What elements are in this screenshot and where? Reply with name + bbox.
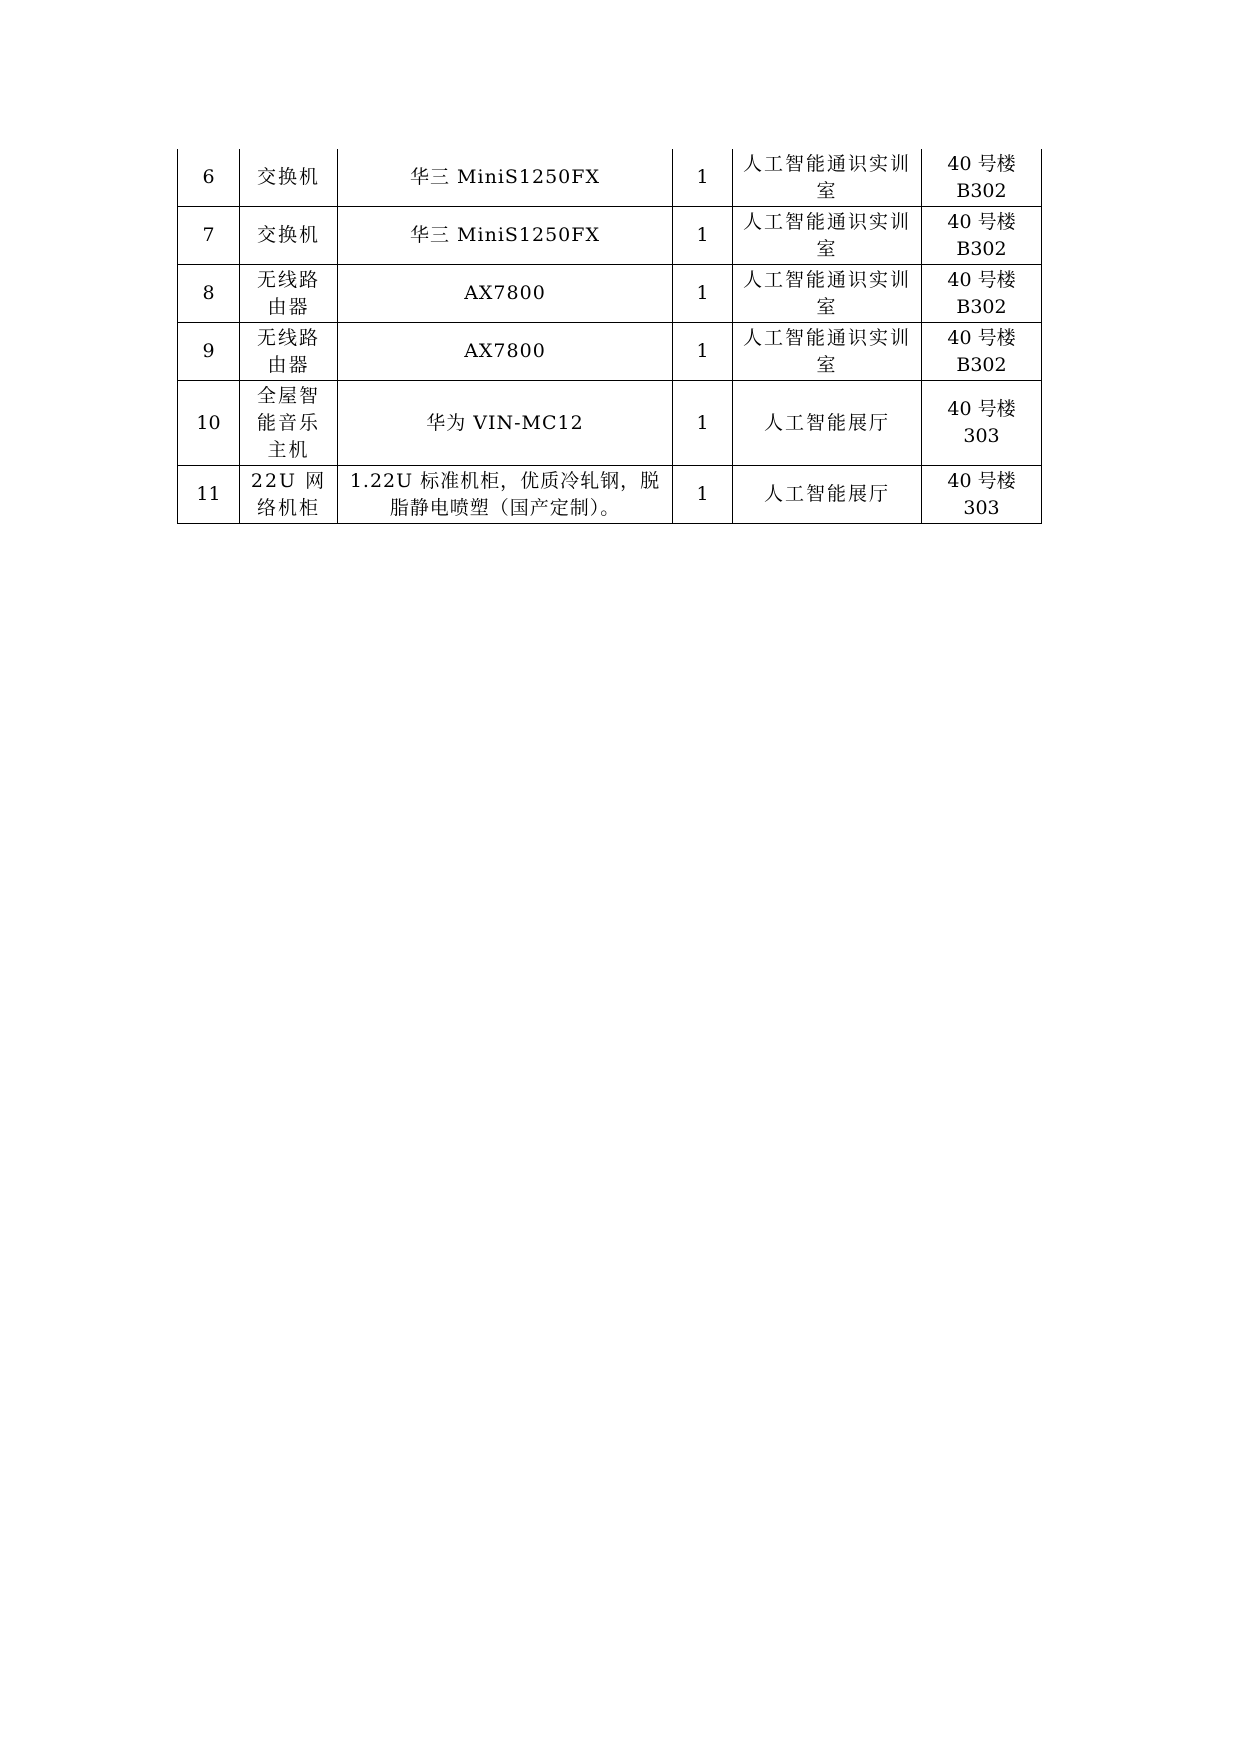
cell-name: 22U 网络机柜	[240, 466, 338, 524]
cell-building: 40 号楼 B302	[922, 207, 1042, 265]
cell-building: 40 号楼 B302	[922, 265, 1042, 323]
cell-no: 9	[178, 323, 240, 381]
cell-location: 人工智能通识实训室	[733, 149, 922, 207]
cell-building: 40 号楼 B302	[922, 149, 1042, 207]
table-row	[178, 381, 1042, 466]
cell-qty: 1	[673, 149, 733, 207]
cell-no: 8	[178, 265, 240, 323]
cell-name: 无线路由器	[240, 323, 338, 381]
cell-location: 人工智能展厅	[733, 381, 922, 466]
cell-model: AX7800	[338, 265, 673, 323]
table-row	[178, 466, 1042, 524]
cell-model: 华三 MiniS1250FX	[338, 149, 673, 207]
cell-building: 40 号楼 303	[922, 466, 1042, 524]
cell-name: 交换机	[240, 149, 338, 207]
cell-model: 华为 VIN-MC12	[338, 381, 673, 466]
cell-no: 6	[178, 149, 240, 207]
cell-model: 1.22U 标准机柜，优质冷轧钢，脱脂静电喷塑（国产定制）。	[338, 466, 673, 524]
cell-building: 40 号楼 303	[922, 381, 1042, 466]
cell-building: 40 号楼 B302	[922, 323, 1042, 381]
cell-location: 人工智能展厅	[733, 466, 922, 524]
cell-no: 10	[178, 381, 240, 466]
cell-model: 华三 MiniS1250FX	[338, 207, 673, 265]
cell-qty: 1	[673, 381, 733, 466]
table-row	[178, 207, 1042, 265]
cell-no: 11	[178, 466, 240, 524]
cell-qty: 1	[673, 207, 733, 265]
cell-name: 交换机	[240, 207, 338, 265]
cell-location: 人工智能通识实训室	[733, 265, 922, 323]
cell-qty: 1	[673, 265, 733, 323]
cell-location: 人工智能通识实训室	[733, 207, 922, 265]
cell-location: 人工智能通识实训室	[733, 323, 922, 381]
cell-name: 无线路由器	[240, 265, 338, 323]
cell-qty: 1	[673, 323, 733, 381]
cell-name: 全屋智能音乐主机	[240, 381, 338, 466]
cell-qty: 1	[673, 466, 733, 524]
table-row	[178, 149, 1042, 207]
table-row	[178, 265, 1042, 323]
equipment-table	[177, 149, 1042, 524]
cell-model: AX7800	[338, 323, 673, 381]
cell-no: 7	[178, 207, 240, 265]
table-row	[178, 323, 1042, 381]
